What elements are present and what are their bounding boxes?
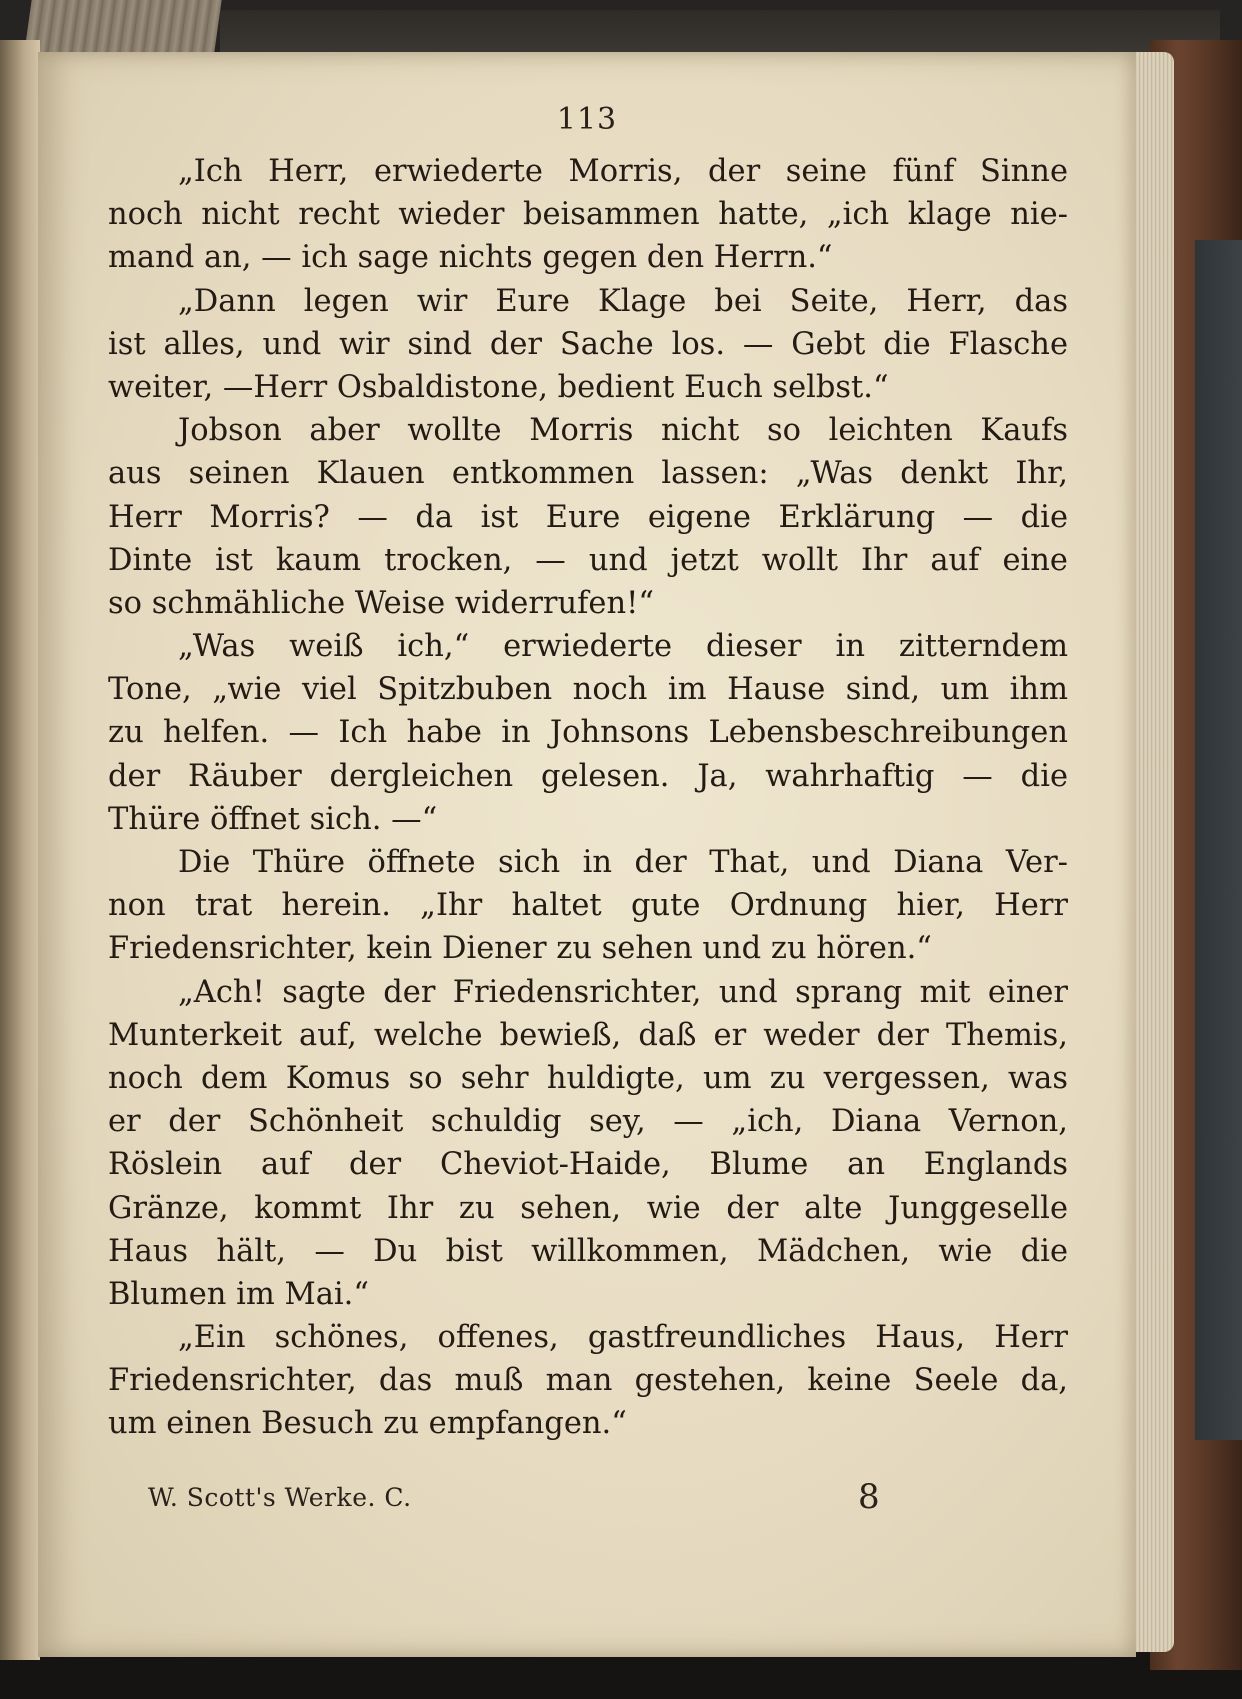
page-number: 113 [556,102,618,137]
page-edges [1132,52,1174,1652]
binding-strap [24,0,221,52]
text-line: Thüre öffnet sich. —“ [108,801,438,837]
text-line: Haus hält, — Du bist willkommen, Mädchen, wie die [108,1233,1068,1269]
text-line: Jobson aber wollte Morris nicht so leichten Kaufs [178,413,1068,449]
text-line: so schmähliche Weise widerrufen!“ [108,585,654,621]
text-line: Munterkeit auf, welche bewieß, daß er weder der Themis, [108,1017,1068,1053]
text-line: „Ich Herr, erwiederte Morris, der seine fünf Sinne [178,154,1068,189]
text-line: Die Thüre öffnete sich in der That, und Diana Ver- [178,845,1068,880]
text-line: mand an, — ich sage nichts gegen den Herrn.“ [108,240,833,276]
text-line: „Dann legen wir Eure Klage bei Seite, Herr, das [178,283,1068,319]
text-line: Herr Morris? — da ist Eure eigene Erklärung — die [108,499,1068,535]
text-line: er der Schönheit schuldig sey, — „ich, Diana Vernon, [108,1104,1068,1140]
text-line: Blumen im Mai.“ [108,1276,369,1312]
text-line: Friedensrichter, das muß man gestehen, keine Seele da, [108,1363,1068,1399]
text-line: „Ein schönes, offenes, gastfreundliches Haus, Herr [178,1320,1068,1356]
text-line: noch nicht recht wieder beisammen hatte, „ich klage nie- [108,197,1068,233]
book-cover-top [220,10,1220,54]
book-page [38,52,1136,1657]
body-text [108,150,1068,1446]
text-line: Friedensrichter, kein Diener zu sehen und zu hören.“ [108,931,932,967]
text-line: non trat herein. „Ihr haltet gute Ordnung hier, Herr [108,888,1068,924]
page-footer [148,1477,1028,1527]
text-line: aus seinen Klauen entkommen lassen: „Was denkt Ihr, [108,456,1068,492]
text-line: „Ach! sagte der Friedensrichter, und sprang mit einer [178,974,1068,1010]
text-line: ist alles, und wir sind der Sache los. — Gebt die Flasche [108,326,1068,362]
text-line: Tone, „wie viel Spitzbuben noch im Hause sind, um ihm [108,672,1068,708]
text-line: Gränze, kommt Ihr zu sehen, wie der alte Junggeselle [108,1190,1068,1226]
text-line: weiter, —Herr Osbaldistone, bedient Euch selbst.“ [108,369,889,405]
text-line: „Was weiß ich,“ erwiederte dieser in zitterndem [178,629,1068,665]
sheet-mark: 8 [858,1477,880,1517]
text-line: Dinte ist kaum trocken, — und jetzt wollt Ihr auf eine [108,542,1068,578]
text-line: zu helfen. — Ich habe in Johnsons Lebensbeschreibungen [108,715,1068,751]
text-line: der Räuber dergleichen gelesen. Ja, wahrhaftig — die [108,758,1068,794]
signature-line: W. Scott's Werke. C. [148,1483,412,1512]
text-line: Röslein auf der Cheviot-Haide, Blume an Englands [108,1147,1068,1183]
cover-board-right [1195,240,1242,1440]
book-gutter [0,40,40,1660]
text-line: um einen Besuch zu empfangen.“ [108,1406,627,1442]
text-line: noch dem Komus so sehr huldigte, um zu vergessen, was [108,1060,1068,1096]
